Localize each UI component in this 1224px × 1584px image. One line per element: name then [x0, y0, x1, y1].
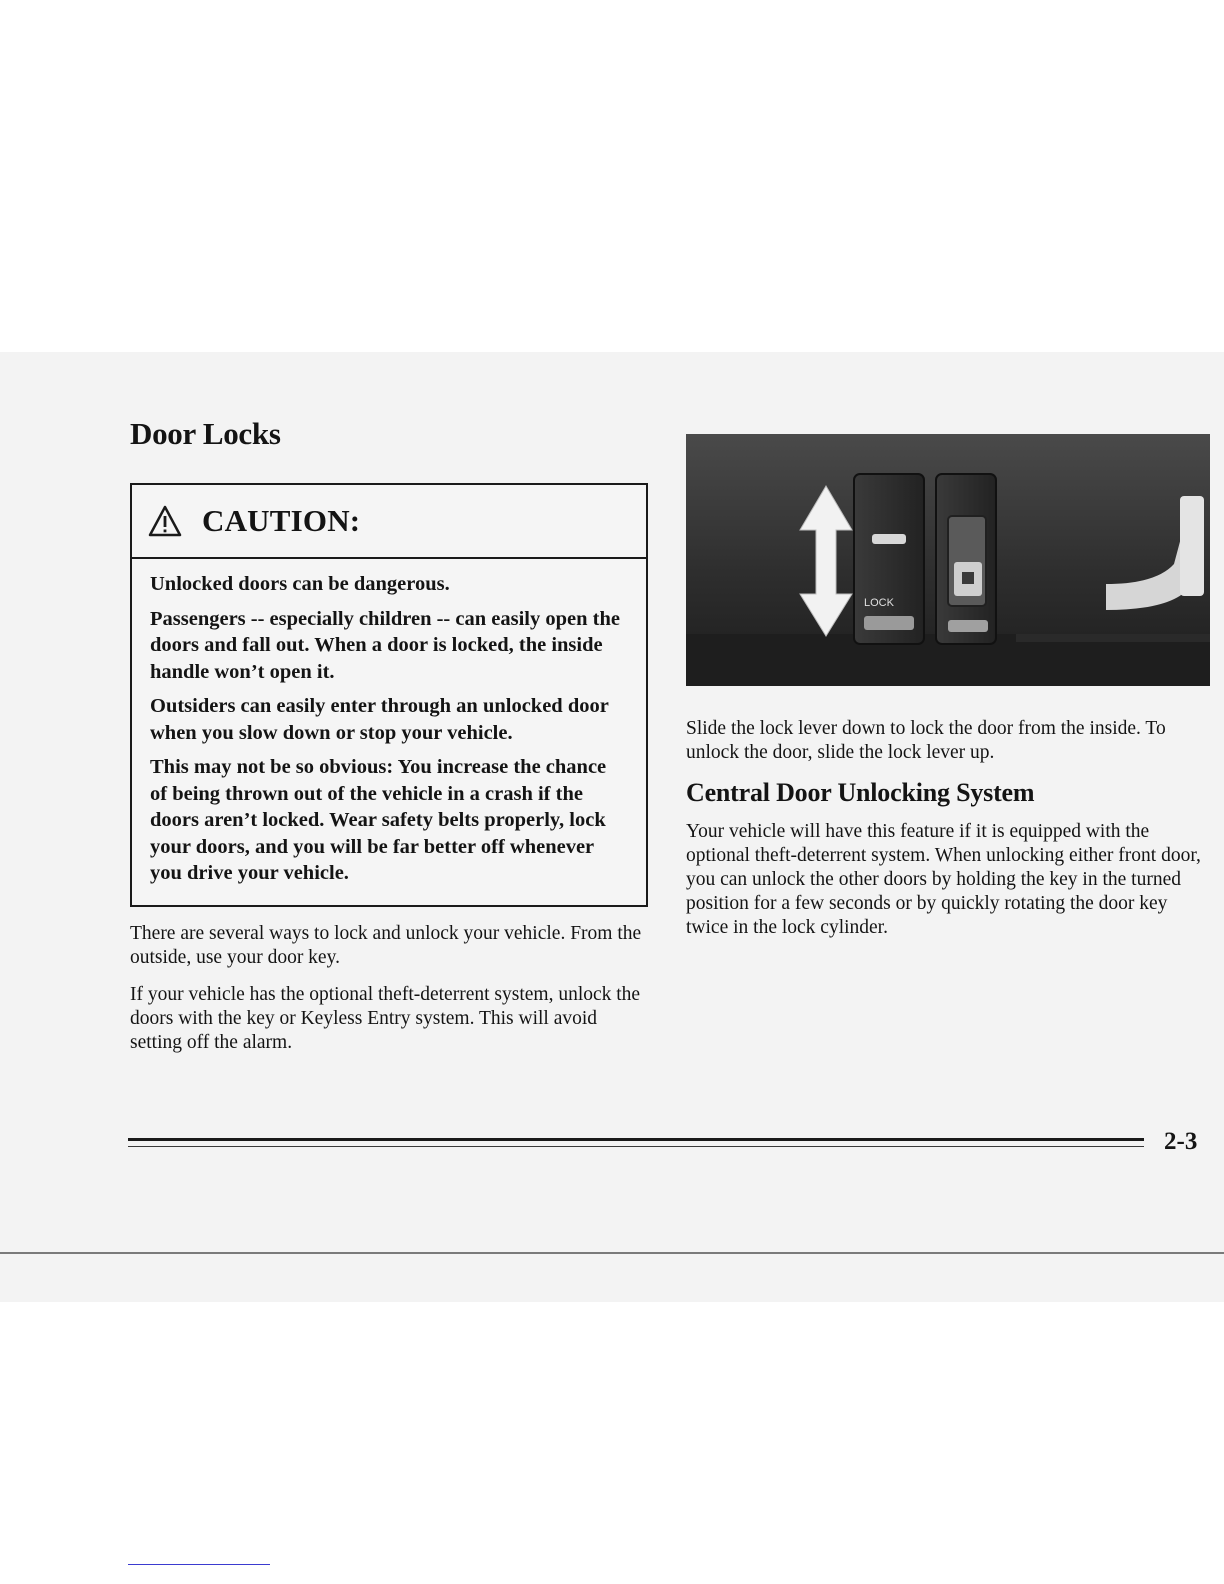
door-lock-illustration: [686, 434, 1210, 686]
left-column-text: [130, 922, 650, 1068]
section-subheading: Central Door Unlocking System: [686, 778, 1035, 807]
caution-label: CAUTION:: [202, 503, 361, 538]
lock-lever: [872, 534, 906, 544]
bottom-link-underline: [128, 1564, 270, 1565]
body-paragraph: There are several ways to lock and unlock your vehicle. From the outside, use your door key.: [130, 923, 642, 968]
caution-paragraph: Outsiders can easily enter through an unlocked door when you slow down or stop your vehicle.: [150, 695, 609, 744]
page-title: Door Locks: [130, 416, 281, 451]
footer-rule: [128, 1146, 1144, 1147]
band-bottom-rule: [0, 1252, 1224, 1254]
caution-header: [132, 485, 646, 559]
right-column-text: [686, 717, 1206, 953]
caution-paragraph: Unlocked doors can be dangerous.: [150, 573, 450, 595]
page-number: 2-3: [1164, 1128, 1198, 1155]
body-paragraph: If your vehicle has the optional theft-deterrent system, unlock the doors with the key or Keyless Entry system. This will avoid setting off the alarm.: [130, 984, 641, 1053]
footer-rule: [128, 1138, 1144, 1141]
caution-body: [132, 559, 646, 887]
caution-paragraph: This may not be so obvious: You increase the chance of being thrown out of the vehicle in a crash if the doors aren’t locked. Wear safety belts properly, lock your doors, and you will be far better off whenever you drive your vehicle.: [150, 756, 607, 884]
body-paragraph: Your vehicle will have this feature if it is equipped with the optional theft-deterrent system. When unlocking either front door, you can unlock the other doors by holding the key in the turned position for a few seconds or by quickly rotating the door key twice in the lock cylinder.: [686, 821, 1201, 938]
caution-paragraph: Passengers -- especially children -- can easily open the doors and fall out. When a door is locked, the inside handle won’t open it.: [150, 607, 620, 683]
body-paragraph: Slide the lock lever down to lock the door from the inside. To unlock the door, slide the lock lever up.: [686, 718, 1166, 763]
warning-triangle-icon: [148, 505, 182, 537]
door-lock-photo: [686, 434, 1210, 686]
lock-lever-label: LOCK: [864, 597, 894, 609]
caution-box: [130, 483, 648, 907]
